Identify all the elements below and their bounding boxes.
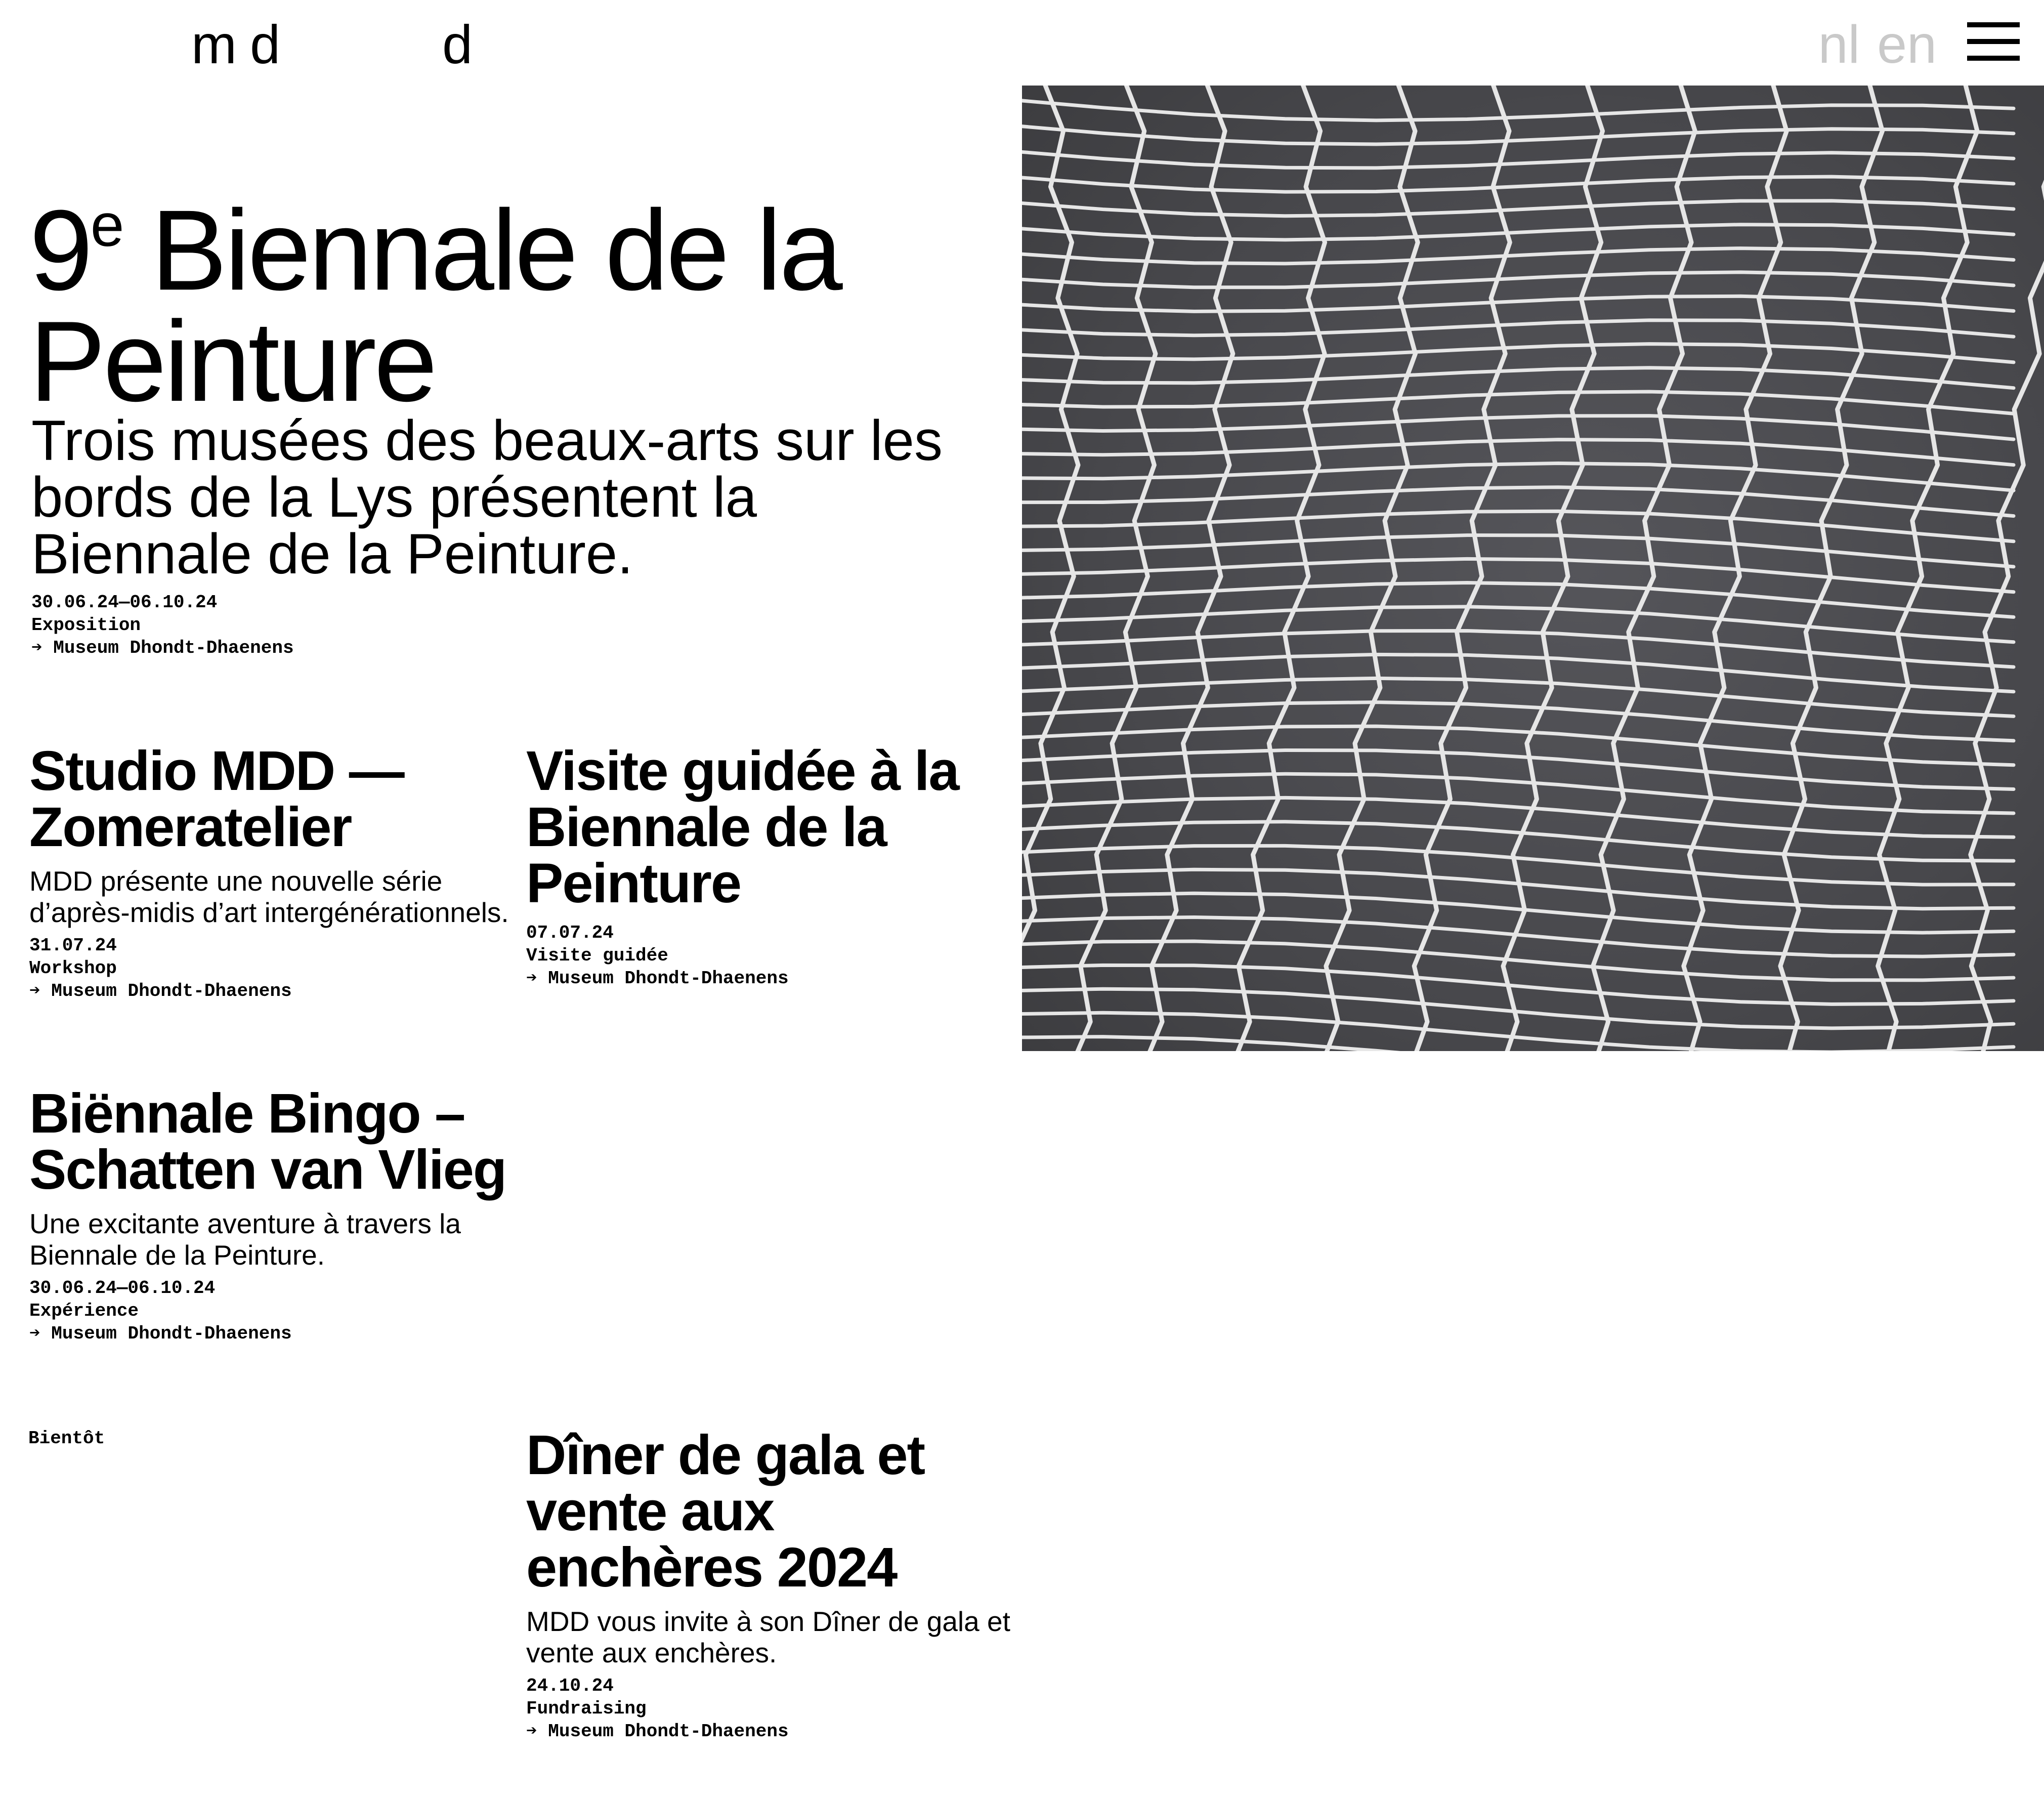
event-type: Visite guidée [526,945,668,966]
hero-type: Exposition [31,615,141,636]
language-nl-link[interactable]: nl [1818,15,1860,74]
event-card-diner-gala[interactable] [526,1424,1012,1743]
event-date: 07.07.24 [526,923,614,943]
event-location-link[interactable]: ➔ Museum Dhondt-Dhaenens [526,968,789,989]
event-date: 31.07.24 [29,935,117,956]
hero-subtitle: Trois musées des beaux-arts sur les bords de la Lys présentent la Biennale de la Peinture. [31,409,943,585]
event-type: Fundraising [526,1698,647,1719]
logo-letter-d1: d [250,14,281,75]
event-date: 30.06.24—06.10.24 [29,1278,216,1299]
event-meta [526,922,1002,990]
event-title[interactable]: Biënnale Bingo – Schatten van Vlieg [29,1082,506,1201]
event-card-biennale-bingo[interactable] [29,1082,515,1345]
hero-date: 30.06.24—06.10.24 [31,592,218,613]
event-location-link[interactable]: ➔ Museum Dhondt-Dhaenens [526,1721,789,1742]
event-title[interactable]: Studio MDD — Zomeratelier [29,740,404,858]
language-switcher [1818,9,1937,80]
event-title[interactable]: Visite guidée à la Biennale de la Peinture [526,740,959,914]
event-title[interactable]: Dîner de gala et vente aux enchères 2024 [526,1424,925,1599]
hero-location-link[interactable]: ➔ Museum Dhondt-Dhaenens [31,638,294,658]
event-location-link[interactable]: ➔ Museum Dhondt-Dhaenens [29,1323,292,1344]
event-type: Workshop [29,958,117,979]
net-pattern-graphic [1022,86,2044,1051]
event-description: MDD présente une nouvelle série d’après-midis d’art intergénérationnels. [29,865,509,928]
hero-artwork-image[interactable] [1022,86,2044,1051]
language-en-link[interactable]: en [1877,15,1937,74]
event-date: 24.10.24 [526,1676,614,1696]
event-card-studio-mdd[interactable] [29,740,515,1002]
event-description: MDD vous invite à son Dîner de gala et vente aux enchères. [526,1606,1010,1668]
event-meta [29,934,515,1002]
event-type: Expérience [29,1301,139,1321]
hamburger-icon[interactable] [1967,22,2020,61]
event-description: Une excitante aventure à travers la Biennale de la Peinture. [29,1208,461,1271]
logo-letter-d2: d [442,14,473,75]
event-card-visite-guidee[interactable] [526,740,1002,990]
hero-meta [31,591,294,659]
hero-title[interactable]: 9e Biennale de la Peinture [29,186,840,426]
logo-letter-m: m [191,14,237,75]
soon-section-label: Bientôt [28,1428,105,1449]
event-location-link[interactable]: ➔ Museum Dhondt-Dhaenens [29,981,292,1001]
event-meta [526,1675,1012,1743]
event-meta [29,1277,515,1345]
